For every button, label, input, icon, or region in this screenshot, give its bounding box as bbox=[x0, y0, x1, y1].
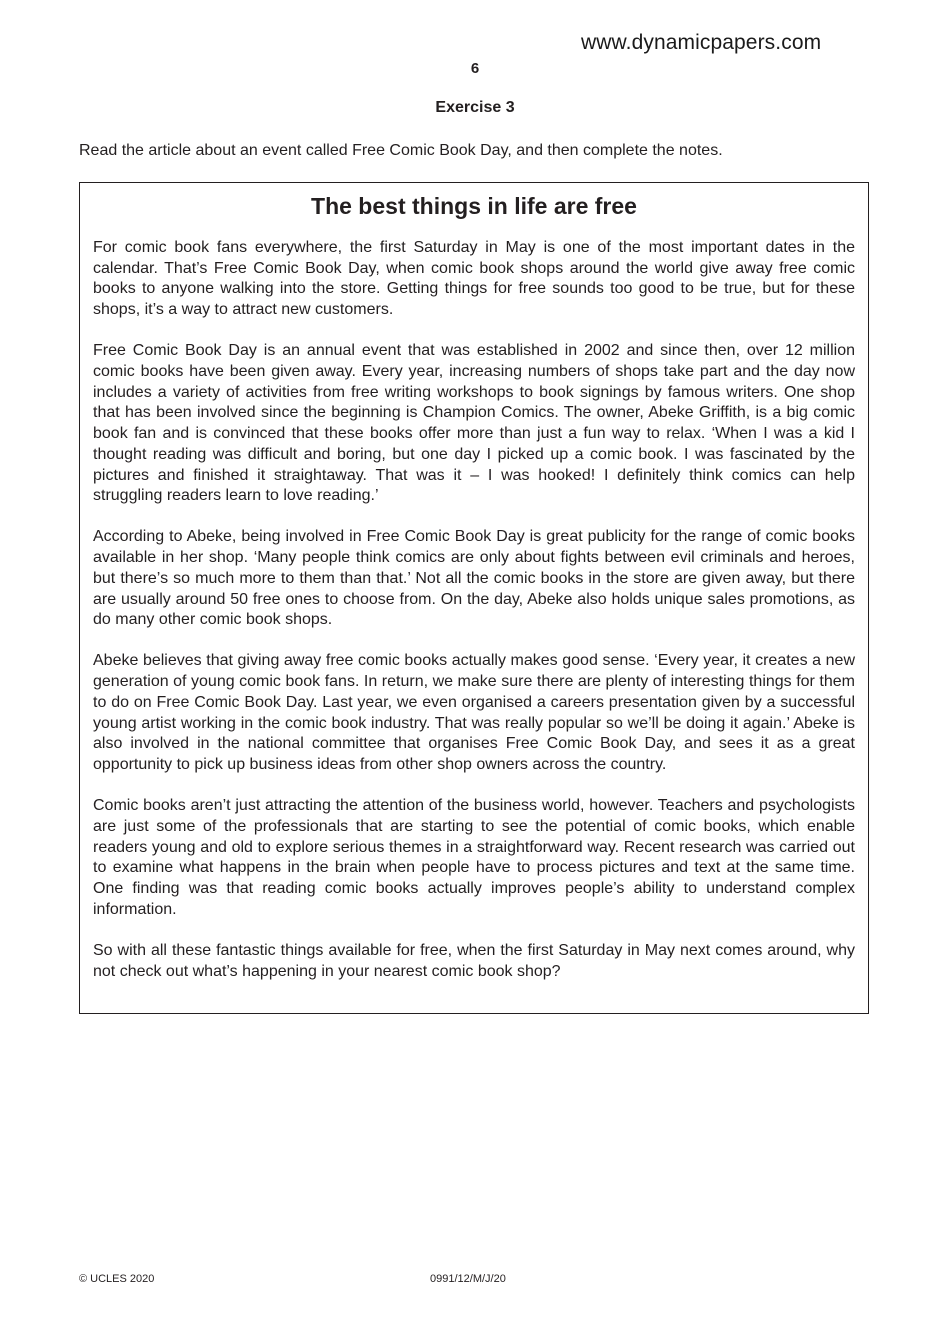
exercise-title: Exercise 3 bbox=[435, 99, 515, 116]
article-paragraph: For comic book fans everywhere, the first Saturday in May is one of the most important dates in the calendar. That’s Free Comic Book Day, when comic book shops around the world give away free comic books to anyone walking into the store. Getting things for free sounds too good to be true, but for these shops, it’s a way to attract new customers. bbox=[93, 239, 855, 319]
article-paragraph: Abeke believes that giving away free comic books actually makes good sense. ‘Every year, it creates a new generation of young comic book fans. In return, we make sure there are plenty of interesting things for them to do on Free Comic Book Day. Last year, we even organised a careers presentation given by a successful young artist working in the comic book industry. That was really popular so we’ll be doing it again.’ Abeke is also involved in the national committee that organises Free Comic Book Day, and sees it as a great opportunity to pick up business ideas from other shop owners across the country. bbox=[93, 652, 855, 773]
article-paragraph: According to Abeke, being involved in Free Comic Book Day is great publicity for the range of comic books available in her shop. ‘Many people think comics are only about fights between evil criminals and heroes, but there’s so much more to them than that.’ Not all the comic books in the store are given away, but there are usually around 50 free ones to choose from. On the day, Abeke also holds unique sales promotions, as do many other comic book shops. bbox=[93, 528, 855, 629]
article-paragraph: Free Comic Book Day is an annual event that was established in 2002 and since then, over 12 million comic books have been given away. Every year, increasing numbers of shops take part and the day now includes a variety of activities from free writing workshops to book signings by famous writers. One shop that has been involved since the beginning is Champion Comics. The owner, Abeke Griffith, is a big comic book fan and is convinced that these books offer more than just a fun way to relax. ‘When I was a kid I thought reading was difficult and boring, but one day I picked up a comic book. I was fascinated by the pictures and finished it straightaway. That was it – I was hooked! I definitely think comics can help struggling readers learn to love reading.’ bbox=[93, 342, 855, 505]
article-body bbox=[80, 220, 868, 982]
instruction-text: Read the article about an event called Free Comic Book Day, and then complete the notes. bbox=[79, 142, 723, 159]
article-paragraph: Comic books aren’t just attracting the attention of the business world, however. Teachers and psychologists are just some of the professionals that are starting to see the potential of comic books, which enable readers young and old to explore serious themes in a straightforward way. Recent research was carried out to examine what happens in the brain when people have to process pictures and text at the same time. One finding was that reading comic books actually improves people’s ability to understand complex information. bbox=[93, 797, 855, 918]
article-title: The best things in life are free bbox=[311, 193, 637, 219]
watermark-url: www.dynamicpapers.com bbox=[581, 31, 822, 54]
footer-copyright: © UCLES 2020 bbox=[79, 1273, 155, 1285]
article-box bbox=[79, 182, 869, 1014]
footer-paper-code: 0991/12/M/J/20 bbox=[430, 1273, 506, 1285]
article-paragraph: So with all these fantastic things available for free, when the first Saturday in May next comes around, why not check out what’s happening in your nearest comic book shop? bbox=[93, 941, 855, 980]
page-number: 6 bbox=[470, 60, 480, 77]
